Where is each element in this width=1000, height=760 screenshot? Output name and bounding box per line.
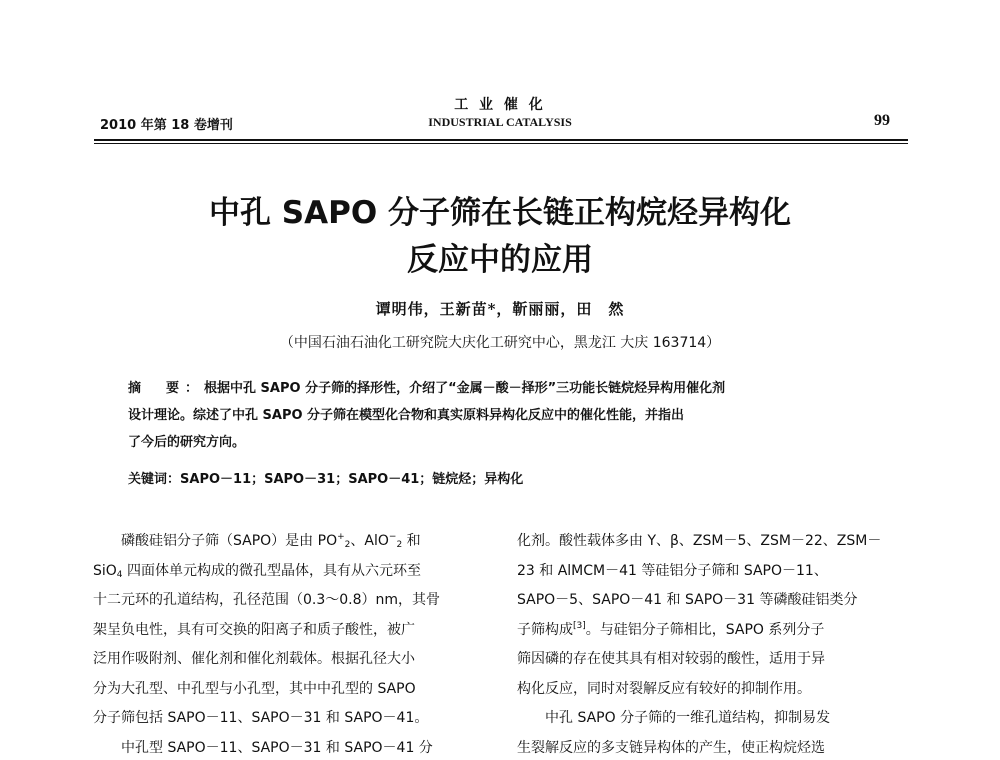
header-rule-thin (94, 143, 908, 144)
abstract-label: 摘 要： (128, 381, 205, 396)
abstract-line-3: 了今后的研究方向。 (128, 435, 246, 450)
keywords-label: 关键词： (128, 472, 181, 487)
journal-name-cn: 工 业 催 化 (454, 97, 546, 113)
abstract-text-1: 根据中孔 SAPO 分子筛的择形性，介绍了“金属－酸－择形”三功能长链烷烃异构用催化剂 (204, 381, 726, 396)
body-right-line-2: 23 和 AlMCM－41 等硅铝分子筛和 SAPO－11、 (517, 562, 828, 579)
body-left-line-5: 泛用作吸附剂、催化剂和催化剂载体。根据孔径大小 (93, 651, 415, 667)
body-right-line-3: SAPO－5、SAPO－41 和 SAPO－31 等磷酸硅铝类分 (517, 592, 858, 608)
citation-ref[interactable]: [3] (573, 620, 586, 631)
keywords (128, 468, 523, 487)
journal-name-en: INDUSTRIAL CATALYSIS (428, 115, 572, 129)
page-number: 99 (874, 112, 890, 129)
paper-title-line-2: 反应中的应用 (407, 242, 593, 278)
affiliation: （中国石油石油化工研究院大庆化工研究中心，黑龙江 大庆 163714） (279, 335, 721, 351)
body-right-line-8: 生裂解反应的多支链异构体的产生，使正构烷烃选 (517, 739, 825, 756)
body-column-left (93, 527, 493, 760)
paper-title-line-1: 中孔 SAPO 分子筛在长链正构烷烃异构化 (209, 195, 791, 231)
body-right-line-6: 构化反应，同时对裂解反应有较好的抑制作用。 (517, 680, 811, 697)
body-right-line-5: 筛因磷的存在使其具有相对较弱的酸性，适用于异 (517, 651, 825, 667)
body-column-right (517, 527, 917, 760)
body-left-line-4: 架呈负电性，具有可交换的阳离子和质子酸性，被广 (93, 621, 415, 638)
abstract-line-1 (128, 375, 888, 402)
body-left-line-8: 中孔型 SAPO－11、SAPO－31 和 SAPO－41 分 (121, 739, 433, 756)
body-right-line-7: 中孔 SAPO 分子筛的一维孔道结构，抑制易发 (545, 710, 831, 726)
body-left-line-6: 分为大孔型、中孔型与小孔型，其中中孔型的 SAPO (93, 680, 416, 697)
issue-info: 2010 年第 18 卷增刊 (100, 118, 233, 133)
abstract (128, 375, 888, 456)
body-left-line-7: 分子筛包括 SAPO－11、SAPO－31 和 SAPO－41。 (93, 710, 429, 726)
journal-name (380, 96, 620, 130)
body-left-line-1: 磷酸硅铝分子筛（SAPO）是由 $PO^+_2$、AlO−$_2$ 和 (121, 532, 421, 550)
header-rule-thick (94, 139, 908, 141)
abstract-line-2: 设计理论。综述了中孔 SAPO 分子筛在模型化合物和真实原料异构化反应中的催化性能，并指出 (128, 408, 685, 423)
body-left-line-2: SiO$_4$ 四面体单元构成的微孔型晶体，具有从六元环至 (93, 562, 421, 580)
keywords-text: SAPO－11；SAPO－31；SAPO－41；链烷烃；异构化 (180, 472, 524, 487)
author-list: 谭明伟，王新苗*，靳丽丽，田 然 (375, 300, 625, 318)
body-left-line-3: 十二元环的孔道结构，孔径范围（0.3～0.8）nm，其骨 (93, 592, 441, 608)
body-right-line-1: 化剂。酸性载体多由 Y、β、ZSM－5、ZSM－22、ZSM－ (517, 533, 882, 549)
body-right-line-4: 子筛构成[3]。与硅铝分子筛相比，SAPO 系列分子 (517, 620, 825, 638)
